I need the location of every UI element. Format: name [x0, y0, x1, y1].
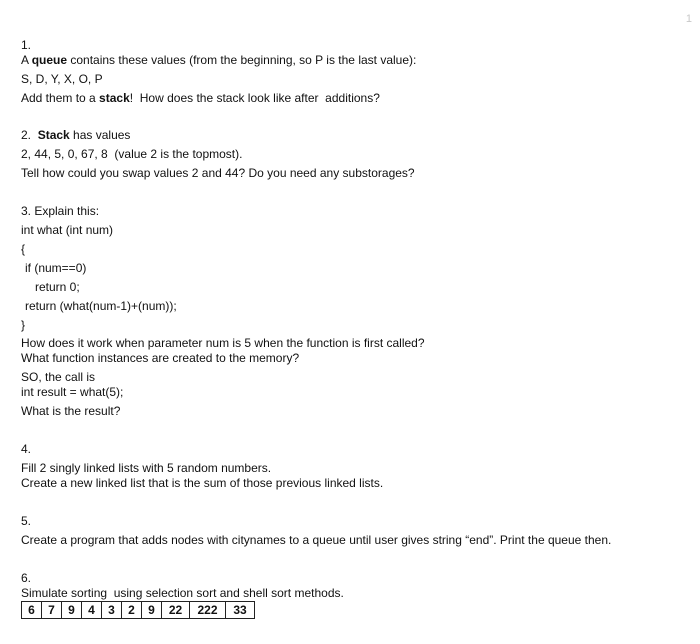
value-cell: 6: [22, 602, 42, 619]
q1-question: Add them to a stack! How does the stack look like after additions?: [21, 91, 380, 105]
page-number: 1: [685, 13, 692, 25]
code-line: return (what(num-1)+(num));: [25, 299, 177, 313]
value-cell: 9: [62, 602, 82, 619]
q2-question: Tell how could you swap values 2 and 44? Do you need any substorages?: [21, 166, 415, 180]
code-line: return 0;: [35, 280, 80, 294]
value-cell: 3: [102, 602, 122, 619]
code-line: }: [21, 318, 26, 332]
q6-line1: Simulate sorting using selection sort and shell sort methods.: [21, 586, 344, 600]
q6-number: 6.: [21, 571, 32, 585]
q3-call-line: int result = what(5);: [21, 385, 124, 399]
q4-number: 4.: [21, 442, 32, 456]
q3-heading: 3. Explain this:: [21, 204, 100, 218]
sort-values-table: [21, 601, 255, 619]
value-cell: 2: [122, 602, 142, 619]
code-line: int what (int num): [21, 223, 114, 237]
value-cell: 33: [226, 602, 255, 619]
q1-number: 1.: [21, 38, 32, 52]
value-cell: 4: [82, 602, 102, 619]
q4-line2: Create a new linked list that is the sum of those previous linked lists.: [21, 476, 384, 490]
q3-result-question: What is the result?: [21, 404, 121, 418]
code-line: {: [21, 242, 26, 256]
value-cell: 9: [142, 602, 162, 619]
q3-question1: How does it work when parameter num is 5 when the function is first called?: [21, 336, 425, 350]
q2-values: 2, 44, 5, 0, 67, 8 (value 2 is the topmost).: [21, 147, 243, 161]
q1-values: S, D, Y, X, O, P: [21, 72, 103, 86]
value-cell: 22: [162, 602, 190, 619]
q1-line1: A queue contains these values (from the beginning, so P is the last value):: [21, 53, 417, 67]
value-cell: 7: [42, 602, 62, 619]
q4-line1: Fill 2 singly linked lists with 5 random numbers.: [21, 461, 272, 475]
q5-number: 5.: [21, 514, 32, 528]
q5-line1: Create a program that adds nodes with citynames to a queue until user gives string “end”. Print the queue then.: [21, 533, 612, 547]
code-line: if (num==0): [25, 261, 87, 275]
value-cell: 222: [190, 602, 226, 619]
q3-question2: What function instances are created to the memory?: [21, 351, 300, 365]
q3-so-line: SO, the call is: [21, 370, 96, 384]
q2-heading: 2. Stack has values: [21, 128, 131, 142]
